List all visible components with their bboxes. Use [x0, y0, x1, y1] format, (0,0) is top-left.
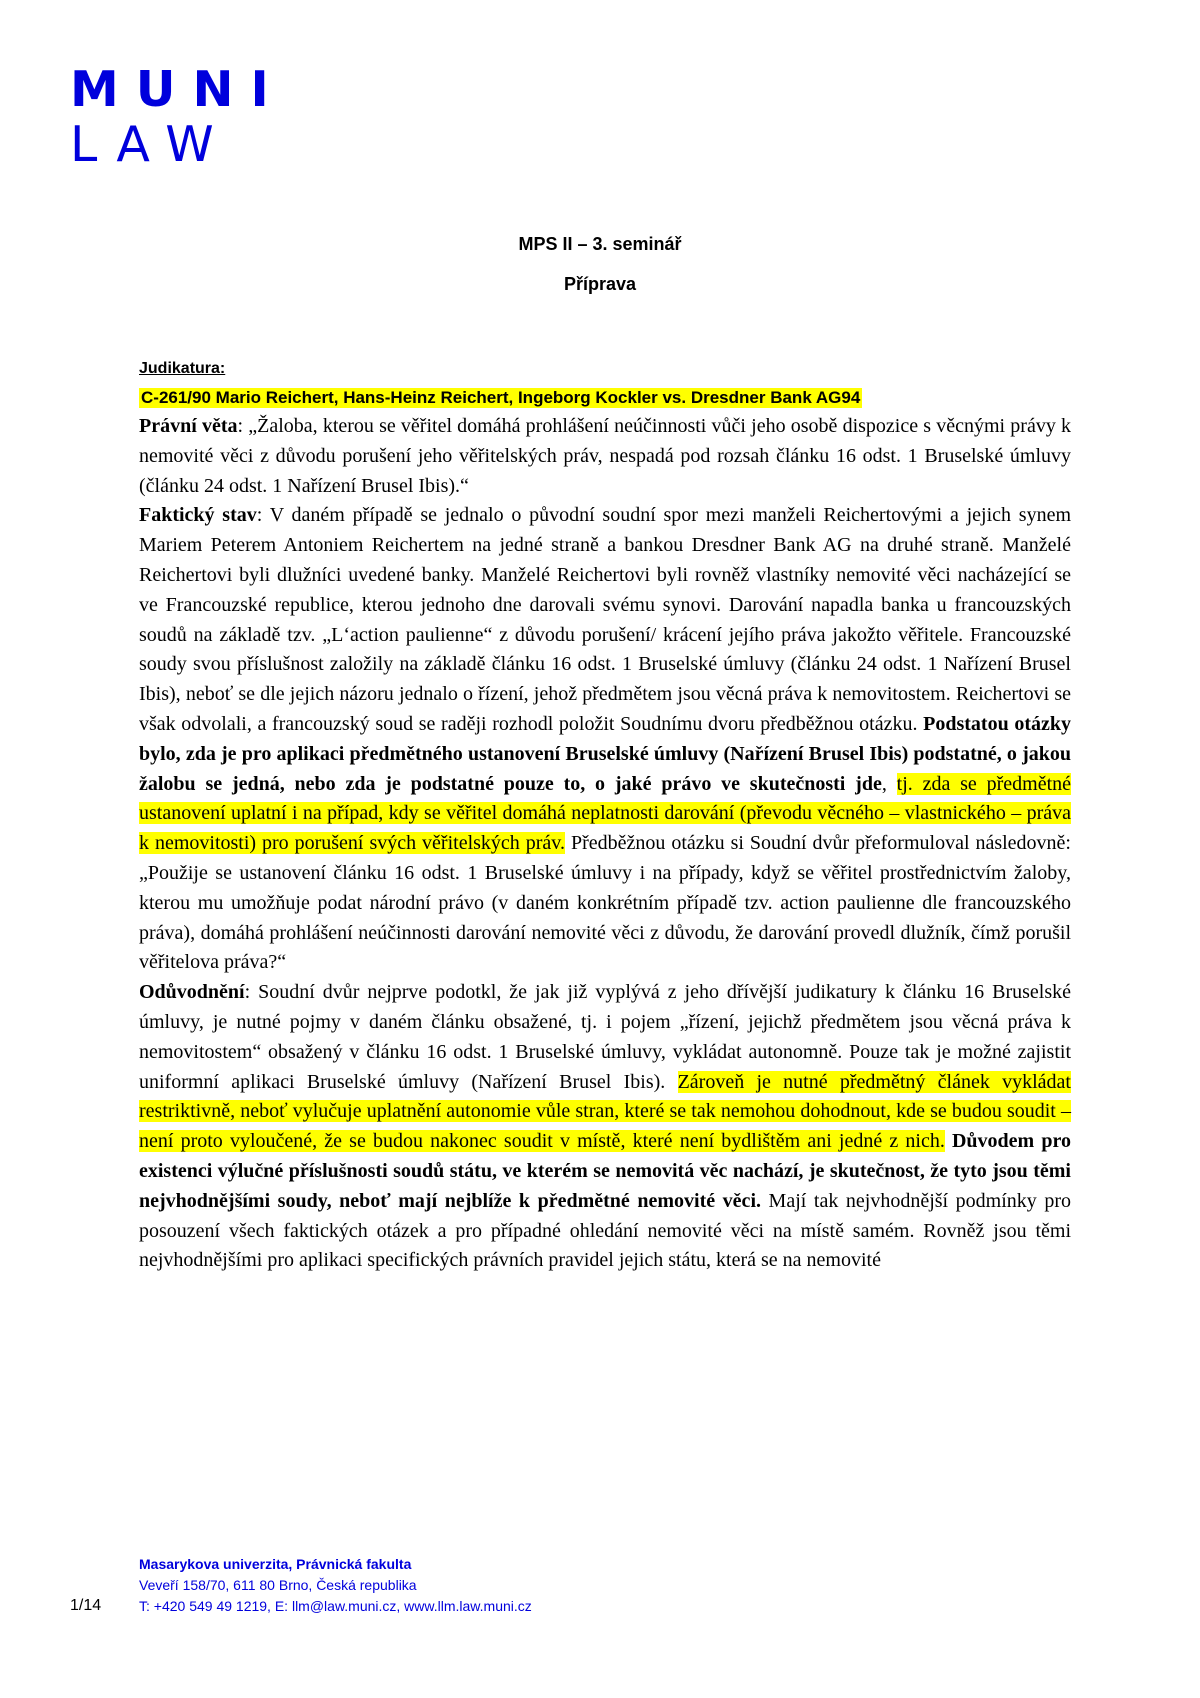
paragraph-pravni-veta [139, 412, 1071, 501]
oduvodneni-text-3: Mají tak nejvhodnější podmínky pro posouzení všech faktických otázek a pro případné ohledání nemovité věci na místě samém. Rovněž jsou těmi nejvhodnějšími pro aplikaci specifických právních pravidel jejich státu, která se na nemovité [139, 1189, 1071, 1272]
oduvodneni-text-2 [945, 1130, 952, 1152]
section-label-judikatura: Judikatura: [139, 360, 226, 377]
logo-line-law: LAW [70, 116, 232, 173]
fakticky-stav-highlight: tj. zda se předmětné ustanovení uplatní i na případ, kdy se věřitel domáhá neplatnosti darování (převodu věcného – vlastnického – práva k nemovitosti) pro porušení svých věřitelských práv. [139, 772, 1072, 855]
footer-address: Veveří 158/70, 611 80 Brno, Česká republika [139, 1577, 417, 1593]
label-pravni-veta: Právní věta [139, 415, 238, 437]
fakticky-stav-text-2: , [881, 772, 897, 795]
label-oduvodneni: Odůvodnění [139, 981, 245, 1004]
footer-institution: Masarykova univerzita, Právnická fakulta [139, 1556, 412, 1572]
footer-contact: T: +420 549 49 1219, E: llm@law.muni.cz, www.llm.law.muni.cz [139, 1598, 532, 1614]
page-number: 1/14 [70, 1597, 102, 1614]
paragraph-oduvodneni [139, 978, 1071, 1276]
document-title: MPS II – 3. seminář [518, 234, 682, 254]
pravni-veta-text: : „Žaloba, kterou se věřitel domáhá prohlášení neúčinnosti vůči jeho osobě dispozice s věcnými právy k nemovité věci z důvodu porušení jeho věřitelských práv, nespadá pod rozsah článku 16 odst. 1 Bruselské úmluvy (článku 24 odst. 1 Nařízení Brusel Ibis).“ [139, 415, 1072, 497]
muni-law-logo [70, 62, 286, 172]
logo-line-muni: MUNI [70, 61, 286, 118]
oduvodneni-highlight: Zároveň je nutné předmětný článek vykládat restriktivně, neboť vylučuje uplatnění autonomie vůle stran, které se tak nemohou dohodnout, kde se budou soudit – není proto vyloučené, že se budou nakonec soudit v místě, které není bydlištěm ani jedné z nich. [139, 1070, 1071, 1153]
document-subtitle: Příprava [563, 274, 637, 294]
fakticky-stav-bold: Podstatou otázky bylo, zda je pro aplikaci předmětného ustanovení Bruselské úmluvy (Nařízení Brusel Ibis) podstatné, o jakou žalobu se jedná, nebo zda je podstatné pouze to, o jaké právo ve skutečnosti jde [139, 712, 1071, 795]
fakticky-stav-text-1: : V daném případě se jednalo o původní soudní spor mezi manželi Reichertovými a jejich synem Mariem Peterem Antoniem Reichertem na jedné straně a bankou Dresdner Bank AG na druhé straně. Manželé Reichertovi byli dlužníci uvedené banky. Manželé Reichertovi byli rovněž vlastníky nemovité věci nacházející se ve Francouzské republice, kterou jednoho dne darovali svému synovi. Darování napadla banka u francouzských soudů na základě tzv. „L‘action paulienne“ z důvodu porušení/ krácení jejího práva jakožto věřitele. Francouzské soudy svou příslušnost založily na základě článku 16 odst. 1 Bruselské úmluvy (článku 24 odst. 1 Nařízení Brusel Ibis), neboť se dle jejich názoru jednalo o řízení, jehož předmětem jsou věcná práva k nemovitostem. Reichertovi se však odvolali, a francouzský soud se raději rozhodl položit Soudnímu dvoru předběžnou otázku. [139, 504, 1072, 735]
document-titles [0, 232, 1200, 312]
page-footer [139, 1554, 532, 1617]
paragraph-fakticky-stav [139, 501, 1071, 978]
document-body [139, 412, 1071, 1276]
oduvodneni-text-1: : Soudní dvůr nejprve podotkl, že jak již vyplývá z jeho dřívější judikatury k článku 16 Bruselské úmluvy, je nutné pojmy v daném článku obsažené, tj. i pojem „řízení, jejichž předmětem jsou věcná práva k nemovitostem“ obsažený v článku 16 odst. 1 Bruselské úmluvy, vykládat autonomně. Pouze tak je možné zajistit uniformní aplikaci Bruselské úmluvy (Nařízení Brusel Ibis). [139, 981, 1071, 1093]
oduvodneni-bold: Důvodem pro existenci výlučné příslušnosti soudů státu, ve kterém se nemovitá věc nachází, je skutečnost, že tyto jsou těmi nejvhodnějšími soudy, neboť mají nejblíže k předmětné nemovité věci. [139, 1130, 1071, 1212]
case-title: C-261/90 Mario Reichert, Hans-Heinz Reichert, Ingeborg Kockler vs. Dresdner Bank AG94 [141, 388, 861, 407]
fakticky-stav-text-3: Předběžnou otázku si Soudní dvůr přeformuloval následovně: „Použije se ustanovení článku 16 odst. 1 Bruselské úmluvy i na případy, když se věřitel prostřednictvím žaloby, kterou mu umožňuje podat národní právo (v daném konkrétním případě tzv. action paulienne dle francouzského práva), domáhá prohlášení neúčinnosti darování nemovité věci z důvodu, že darování provedl dlužník, čímž porušil věřitelova práva?“ [139, 832, 1071, 974]
label-fakticky-stav: Faktický stav [139, 504, 257, 527]
